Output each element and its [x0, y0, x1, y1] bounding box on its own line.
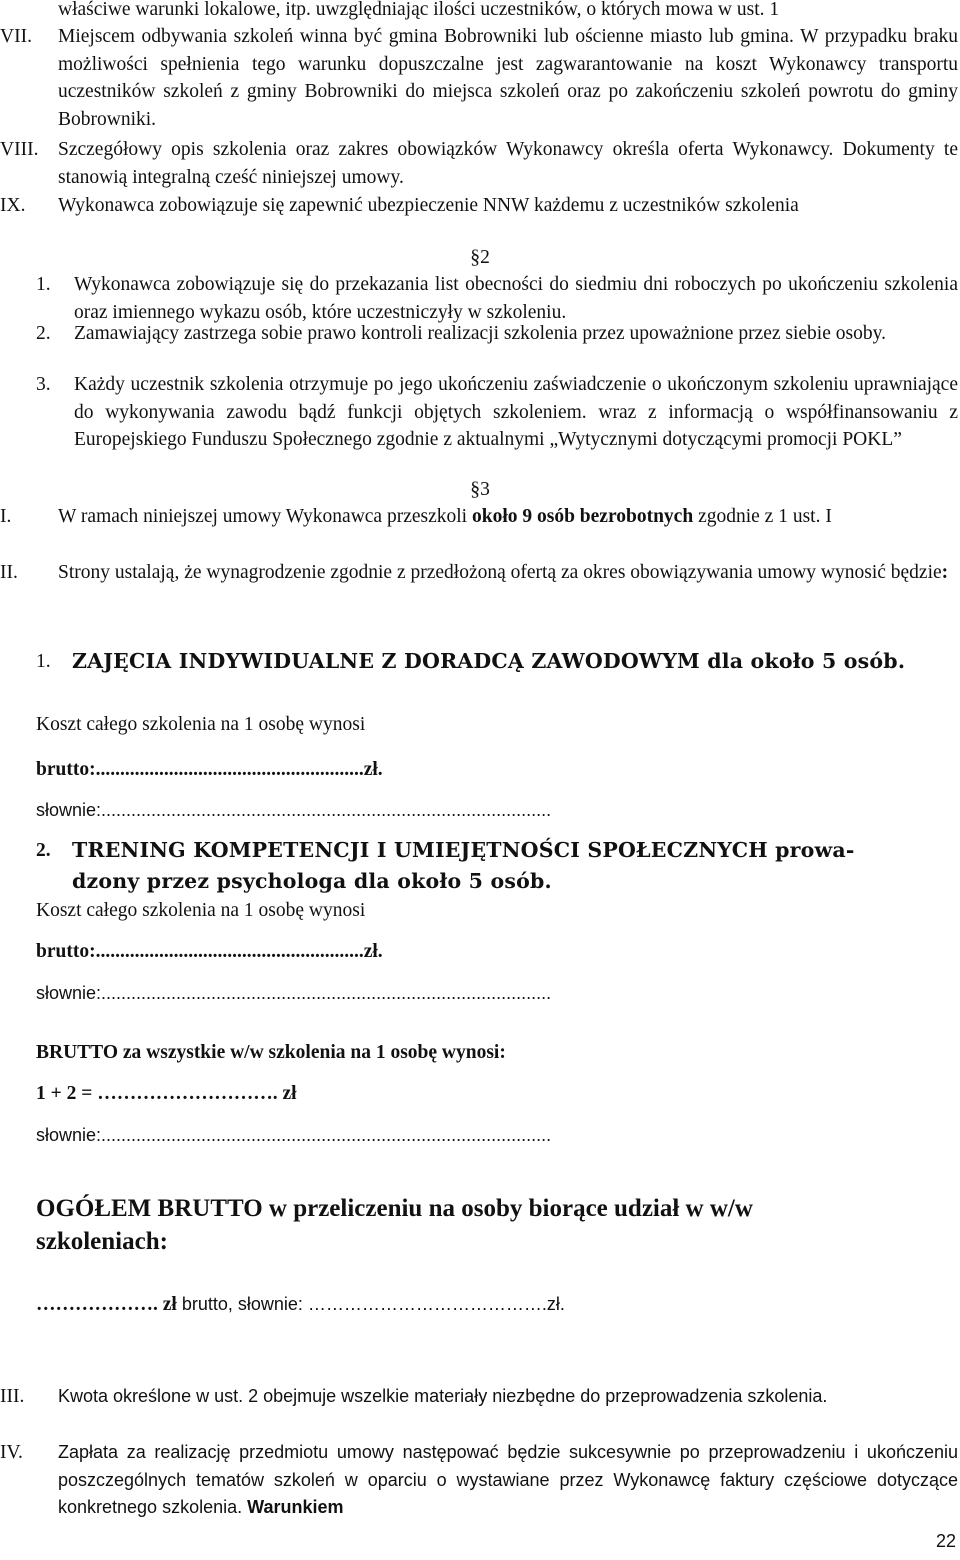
brutto-line: brutto:.......................................................zł.: [36, 759, 383, 780]
sum-line: 1 + 2 = ………………………. zł: [36, 1083, 297, 1104]
item-number: I.: [0, 506, 12, 527]
section-heading: §2: [470, 246, 490, 268]
item-number: IV.: [0, 1442, 23, 1463]
item-text: Strony ustalają, że wynagrodzenie zgodnie z przedłożoną ofertą za okres obowiązywania umowy wynosić będzie:: [58, 562, 949, 583]
item-text: Kwota określone w ust. 2 obejmuje wszelkie materiały niezbędne do przeprowadzenia szkolenia.: [58, 1386, 828, 1406]
item-number: II.: [0, 562, 18, 583]
training-title: ZAJĘCIA INDYWIDUALNE Z DORADCĄ ZAWODOWYM dla około 5 osób.: [72, 649, 906, 673]
item-text: Wykonawca zobowiązuje się zapewnić ubezpieczenie NNW każdemu z uczestników szkolenia: [58, 195, 799, 216]
item-text: Miejscem odbywania szkoleń winna być gmina Bobrowniki lub ościenne miasto lub gmina. W przypadku braku możliwości spełnienia tego warunku dopuszczalne jest zagwarantowanie na koszt Wykonawcy transportu uczestników szkoleń z gminy Bobrowniki do miejsca szkoleń oraz po zakończeniu szkoleń powrotu do gminy Bobrowniki.: [58, 26, 958, 130]
slownie-line: słownie:..........................................................................................: [36, 1125, 552, 1145]
lead-text: właściwe warunki lokalowe, itp. uwzględniając ilości uczestników, o których mowa w ust. 1: [58, 0, 780, 20]
point-number: 3.: [36, 374, 51, 395]
item-number: IX.: [0, 195, 26, 216]
training-title: TRENING KOMPETENCJI I UMIEJĘTNOŚCI SPOŁECZNYCH prowa- dzony przez psychologa dla około 5 osób.: [72, 838, 855, 893]
cost-label: Koszt całego szkolenia na 1 osobę wynosi: [36, 714, 366, 735]
item-number: VIII.: [0, 139, 39, 160]
item-text: Zapłata za realizację przedmiotu umowy następować będzie sukcesywnie po przeprowadzeniu i ukończeniu poszczególnych tematów szkoleń w oparciu o wystawiane przez Wykonawcę faktury częściowe dotyczące konkretnego szkolenia. Warunkiem: [58, 1442, 958, 1518]
point-text: Zamawiający zastrzega sobie prawo kontroli realizacji szkolenia przez upoważnione przez siebie osoby.: [74, 323, 886, 344]
section-heading: §3: [470, 478, 490, 500]
training-number: 1.: [36, 651, 51, 672]
point-text: Każdy uczestnik szkolenia otrzymuje po jego ukończeniu zaświadczenie o ukończonym szkoleniu uprawniające do wykonywania zawodu bądź funkcji objętych szkoleniem. wraz z informacją o współfinansowaniu z Europejskiego Funduszu Społecznego zgodnie z aktualnymi „Wytycznymi dotyczącymi promocji POKL”: [74, 374, 958, 451]
item-number: VII.: [0, 26, 32, 47]
slownie-line: słownie:..........................................................................................: [36, 983, 552, 1003]
item-text: W ramach niniejszej umowy Wykonawca przeszkoli około 9 osób bezrobotnych zgodnie z 1 ust. I: [58, 506, 832, 527]
point-number: 2.: [36, 323, 51, 344]
total-heading: OGÓŁEM BRUTTO w przeliczeniu na osoby biorące udział w w/w szkoleniach:: [36, 1195, 753, 1255]
point-number: 1.: [36, 274, 51, 295]
page-number: 22: [935, 1531, 956, 1551]
slownie-line: słownie:..........................................................................................: [36, 800, 552, 820]
section-number: 2: [480, 247, 490, 268]
total-amount-line: ………………. zł brutto, słownie: ………………………………….zł.: [36, 1294, 565, 1315]
section-number: 3: [480, 479, 490, 500]
item-number: III.: [0, 1386, 25, 1407]
brutto-all-label: BRUTTO za wszystkie w/w szkolenia na 1 osobę wynosi:: [36, 1042, 506, 1063]
point-text: Wykonawca zobowiązuje się do przekazania list obecności do siedmiu dni roboczych po ukończeniu szkolenia oraz imiennego wykazu osób, które uczestniczyły w szkoleniu.: [74, 274, 958, 323]
item-text: Szczegółowy opis szkolenia oraz zakres obowiązków Wykonawcy określa oferta Wykonawcy. Dokumenty te stanowią integralną cześć niniejszej umowy.: [58, 139, 958, 188]
training-number: 2.: [36, 840, 51, 861]
brutto-line: brutto:.......................................................zł.: [36, 941, 383, 962]
cost-label: Koszt całego szkolenia na 1 osobę wynosi: [36, 900, 366, 921]
